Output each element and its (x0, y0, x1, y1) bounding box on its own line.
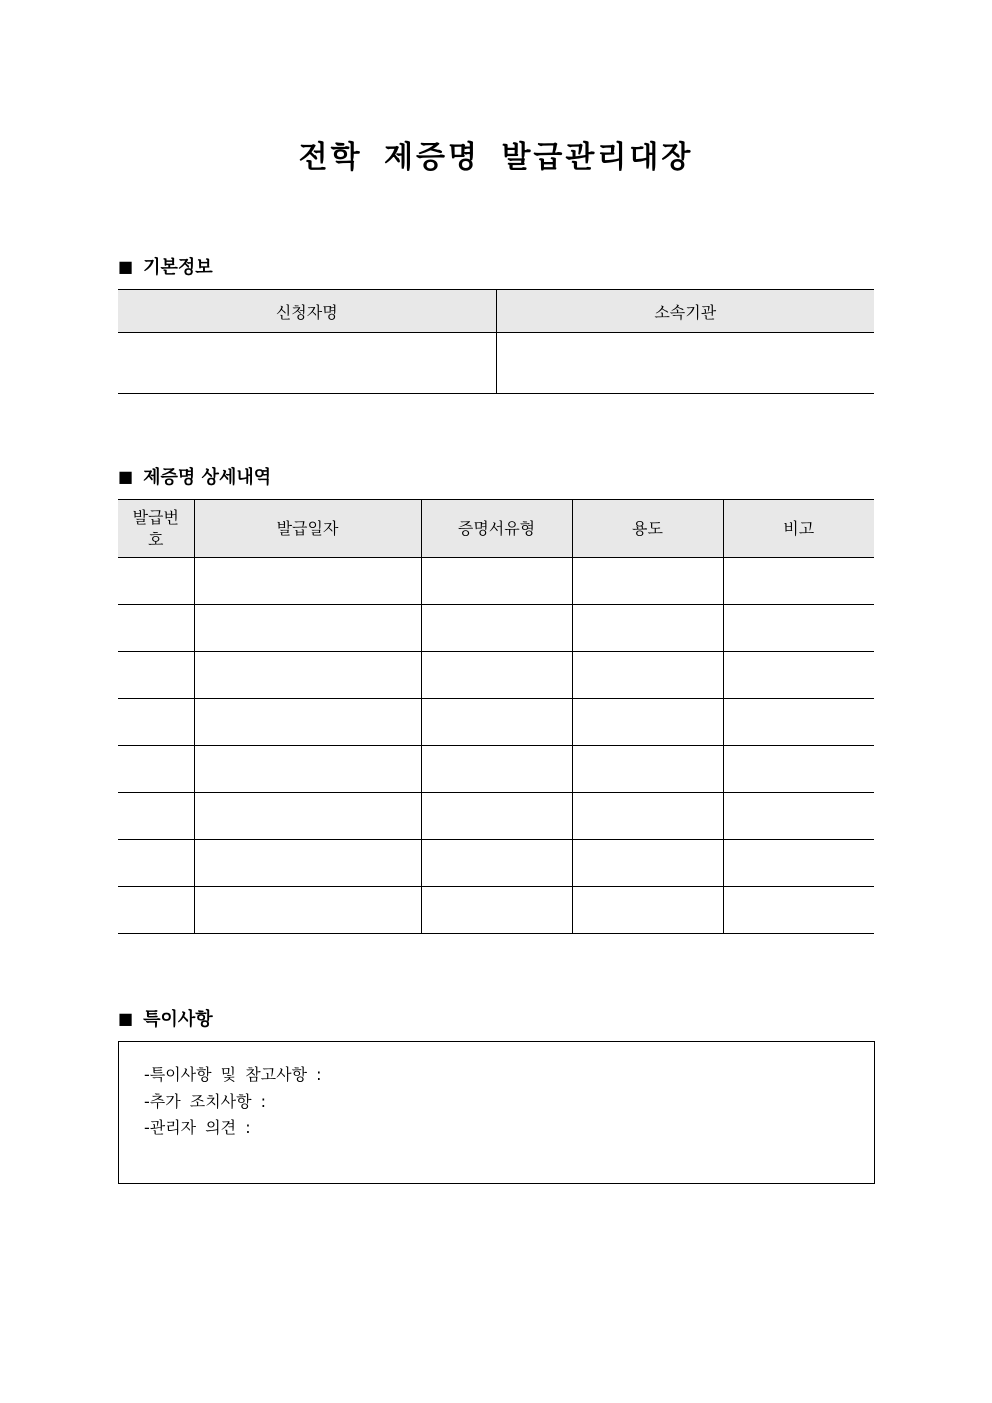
certificate-type-cell[interactable] (421, 793, 572, 840)
table-row (118, 605, 874, 652)
applicant-name-cell[interactable] (118, 333, 496, 394)
remarks-cell[interactable] (723, 840, 874, 887)
certificate-type-cell[interactable] (421, 652, 572, 699)
issue-number-cell[interactable] (118, 652, 194, 699)
issue-number-cell[interactable] (118, 558, 194, 605)
section-basic-label: 기본정보 (143, 257, 213, 278)
table-row (118, 793, 874, 840)
square-bullet-icon: ■ (118, 256, 134, 276)
issue-number-cell[interactable] (118, 746, 194, 793)
table-row (118, 558, 874, 605)
notes-line-manager-opinion: -관리자 의견 : (144, 1118, 251, 1137)
affiliation-cell[interactable] (496, 333, 874, 394)
purpose-cell[interactable] (572, 558, 723, 605)
issue-date-cell[interactable] (194, 699, 421, 746)
purpose-cell[interactable] (572, 605, 723, 652)
column-header-purpose: 용도 (572, 500, 723, 558)
purpose-cell[interactable] (572, 840, 723, 887)
purpose-cell[interactable] (572, 652, 723, 699)
document-title: 전학 제증명 발급관리대장 (298, 140, 694, 175)
purpose-cell[interactable] (572, 699, 723, 746)
purpose-cell[interactable] (572, 793, 723, 840)
certificate-type-cell[interactable] (421, 840, 572, 887)
square-bullet-icon: ■ (118, 1008, 134, 1028)
certificate-type-cell[interactable] (421, 558, 572, 605)
remarks-cell[interactable] (723, 558, 874, 605)
section-detail-label: 제증명 상세내역 (143, 467, 272, 488)
table-row (118, 887, 874, 934)
certificate-type-cell[interactable] (421, 887, 572, 934)
issue-date-cell[interactable] (194, 558, 421, 605)
issue-date-cell[interactable] (194, 746, 421, 793)
remarks-cell[interactable] (723, 793, 874, 840)
certificate-type-cell[interactable] (421, 605, 572, 652)
table-row (118, 699, 874, 746)
issue-date-cell[interactable] (194, 887, 421, 934)
section-basic-heading (118, 253, 213, 279)
issue-number-cell[interactable] (118, 887, 194, 934)
notes-box[interactable] (118, 1041, 875, 1184)
square-bullet-icon: ■ (118, 466, 134, 486)
issue-date-cell[interactable] (194, 652, 421, 699)
issue-number-cell[interactable] (118, 605, 194, 652)
issue-date-cell[interactable] (194, 793, 421, 840)
table-header-row (118, 500, 874, 558)
column-header-certificate-type: 증명서유형 (421, 500, 572, 558)
issue-date-cell[interactable] (194, 605, 421, 652)
issue-number-cell[interactable] (118, 840, 194, 887)
basic-info-table (118, 289, 874, 394)
issue-date-cell[interactable] (194, 840, 421, 887)
section-detail-heading (118, 463, 271, 489)
column-header-affiliation: 소속기관 (496, 290, 874, 333)
issue-number-cell[interactable] (118, 793, 194, 840)
remarks-cell[interactable] (723, 605, 874, 652)
notes-line-additional-action: -추가 조치사항 : (144, 1092, 267, 1111)
certificate-type-cell[interactable] (421, 746, 572, 793)
table-row (118, 746, 874, 793)
table-row (118, 840, 874, 887)
issue-number-cell[interactable] (118, 699, 194, 746)
remarks-cell[interactable] (723, 887, 874, 934)
column-header-remarks: 비고 (723, 500, 874, 558)
remarks-cell[interactable] (723, 746, 874, 793)
purpose-cell[interactable] (572, 746, 723, 793)
table-row (118, 652, 874, 699)
notes-line-special: -특이사항 및 참고사항 : (144, 1065, 322, 1084)
remarks-cell[interactable] (723, 652, 874, 699)
section-notes-label: 특이사항 (143, 1009, 213, 1030)
remarks-cell[interactable] (723, 699, 874, 746)
section-notes-heading (118, 1005, 213, 1031)
purpose-cell[interactable] (572, 887, 723, 934)
column-header-issue-date: 발급일자 (194, 500, 421, 558)
certificate-detail-table (118, 499, 874, 934)
column-header-issue-number: 발급번 호 (118, 500, 194, 558)
column-header-applicant-name: 신청자명 (118, 290, 496, 333)
certificate-type-cell[interactable] (421, 699, 572, 746)
